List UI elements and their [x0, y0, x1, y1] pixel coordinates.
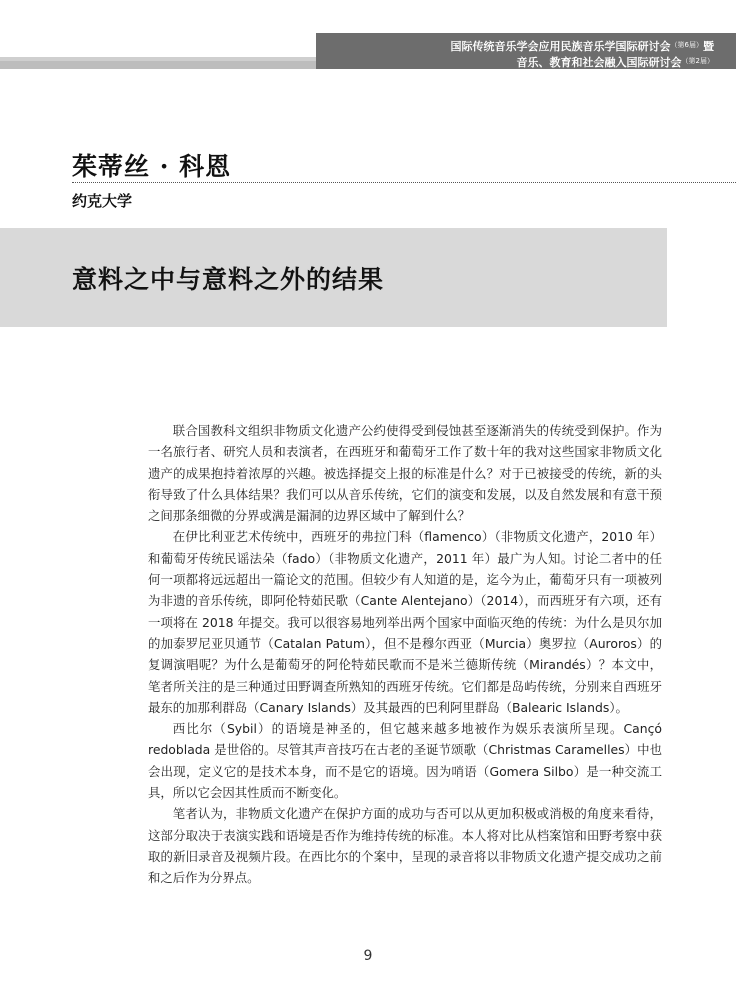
header-decor-shade [0, 61, 316, 69]
header-line-1-text: 国际传统音乐学会应用民族音乐学国际研讨会 [450, 40, 671, 53]
header-line-2 [316, 54, 714, 70]
body-paragraph-2: 在伊比利亚艺术传统中，西班牙的弗拉门科（flamenco）（非物质文化遗产，2010 年）和葡萄牙传统民谣法朵（fado）（非物质文化遗产，2011 年）最广为人知。讨论二者中的任何一项都将远远超出一篇论文的范围。但较少有人知道的是，迄今为止，葡萄牙只有一项被列为非遗的音乐传统，即阿伦特茹民歌（Cante Alentejano）（2014），而西班牙有六项，还有一项将在 2018 年提交。我可以很容易地列举出两个国家中面临灭绝的传统：为什么是贝尔加的加泰罗尼亚贝通节（Catalan Patum），但不是穆尔西亚（Murcia）奥罗拉（Auroros）的复调演唱呢？为什么是葡萄牙的阿伦特茹民歌而不是米兰德斯传统（Mirandés）？本文中，笔者所关注的是三种通过田野调查所熟知的西班牙传统。它们都是岛屿传统，分别来自西班牙最东的加那利群岛（Canary Islands）及其最西的巴利阿里群岛（Balearic Islands）。 [148, 529, 662, 715]
author-divider [72, 182, 736, 183]
abstract-body [148, 420, 662, 889]
header-line-2-text: 音乐、教育和社会融入国际研讨会 [516, 56, 682, 69]
body-paragraph-4: 笔者认为，非物质文化遗产在保护方面的成功与否可以从更加积极或消极的角度来看待，这部分取决于表演实践和语境是否作为维持传统的标准。本人将对比从档案馆和田野考察中获取的新旧录音及视频片段。在西比尔的个案中，呈现的录音将以非物质文化遗产提交成功之前和之后作为分界点。 [148, 806, 662, 886]
author-name: 茱蒂丝 · 科恩 [72, 152, 232, 181]
header-line-1-edition: （第6届） [670, 41, 703, 49]
header-line-1-tail: 暨 [703, 40, 714, 53]
body-paragraph-3: 西比尔（Sybil）的语境是神圣的，但它越来越多地被作为娱乐表演所呈现。Cançó redoblada 是世俗的。尽管其声音技巧在古老的圣诞节颂歌（Christmas Caramelles）中也会出现，定义它的是技术本身，而不是它的语境。因为哨语（Gomera Silbo）是一种交流工具，所以它会因其性质而不断变化。 [148, 721, 662, 801]
page-number: 9 [363, 948, 373, 964]
header-line-1 [316, 38, 714, 54]
body-paragraph-1: 联合国教科文组织非物质文化遗产公约使得受到侵蚀甚至逐渐消失的传统受到保护。作为一名旅行者、研究人员和表演者，在西班牙和葡萄牙工作了数十年的我对这些国家非物质文化遗产的成果抱持着浓厚的兴趣。被选择提交上报的标准是什么？对于已被接受的传统，新的头衔导致了什么具体结果？我们可以从音乐传统，它们的演变和发展，以及自然发展和有意干预之间那条细微的分界或满是漏洞的边界区域中了解到什么？ [148, 423, 662, 524]
running-header [316, 33, 736, 69]
author-affiliation: 约克大学 [72, 192, 133, 210]
header-line-2-edition: （第2届） [681, 57, 714, 65]
article-title: 意料之中与意料之外的结果 [72, 265, 385, 294]
